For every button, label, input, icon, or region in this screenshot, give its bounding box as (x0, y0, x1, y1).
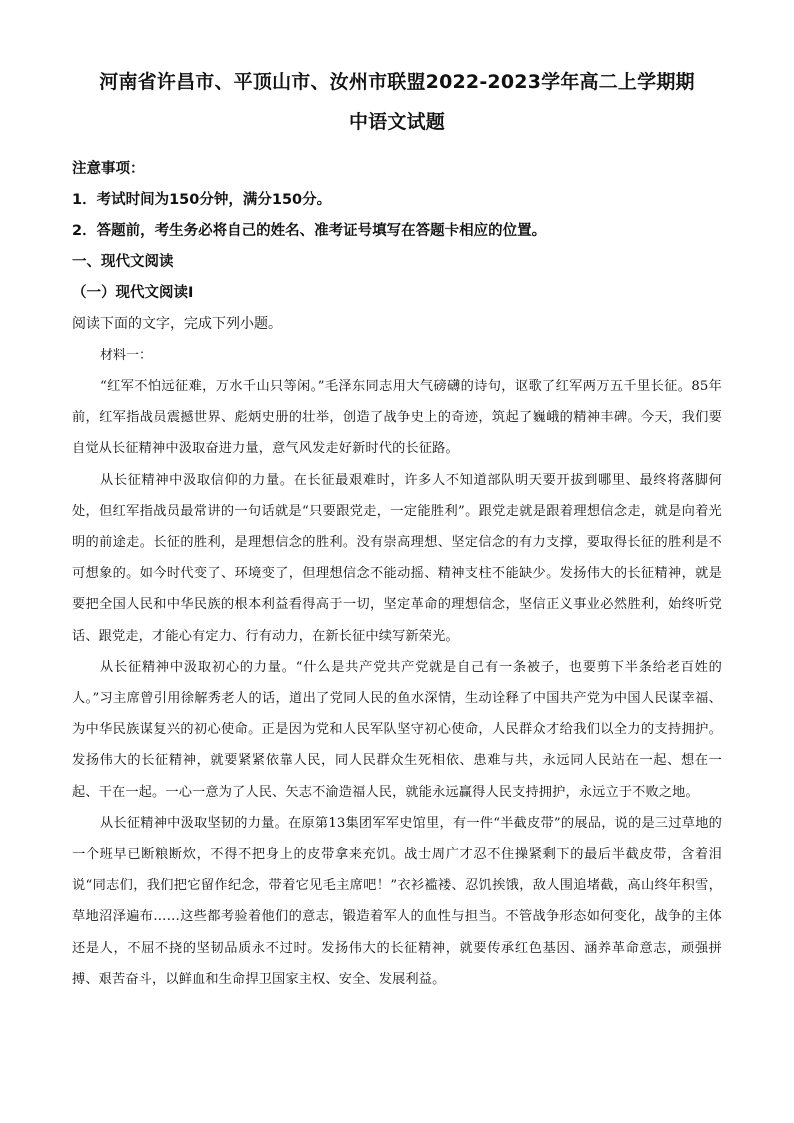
material-paragraph-mission: 从长征精神中汲取初心的力量。“什么是共产党共产党就是自己有一条被子，也要剪下半条给老百姓的人。”习主席曾引用徐解秀老人的话，道出了党同人民的鱼水深情，生动诠释了中国共产党为中国人民谋幸福、为中华民族谋复兴的初心使命。正是因为党和人民军队坚守初心使命，人民群众才给我们以全力的支持拥护。发扬伟大的长征精神，就要紧紧依靠人民，同人民群众生死相依、患难与共，永远同人民站在一起、想在一起、干在一起。一心一意为了人民、矢志不渝造福人民，就能永远赢得人民支持拥护，永远立于不败之地。 (72, 659, 722, 800)
material-label: 材料一： (100, 348, 153, 363)
notice-item-answer-sheet: 2．答题前，考生务必将自己的姓名、准考证号填写在答题卡相应的位置。 (72, 223, 547, 239)
material-paragraph-intro: “红军不怕远征难，万水千山只等闲。”毛泽东同志用大气磅礴的诗句，讴歌了红军两万五千里长征。85年前，红军指战员震撼世界、彪炳史册的壮举，创造了战争史上的奇迹，筑起了巍峨的精神丰碑。今天，我们要自觉从长征精神中汲取奋进力量，意气风发走好新时代的长征路。 (72, 379, 722, 457)
reading-instruction: 阅读下面的文字，完成下列小题。 (72, 316, 282, 332)
reading-section (72, 247, 722, 995)
page-title-line-1: 河南省许昌市、平顶山市、汝州市联盟2022-2023学年高二上学期期 (99, 71, 695, 93)
section-heading: 一、现代文阅读 (72, 254, 174, 270)
notice-item-time: 1．考试时间为150分钟，满分150分。 (72, 192, 332, 208)
notice-block (72, 154, 722, 247)
subsection-heading: （一）现代文阅读Ⅰ (72, 285, 194, 301)
exam-page (72, 62, 722, 995)
material-paragraph-faith: 从长征精神中汲取信仰的力量。在长征最艰难时，许多人不知道部队明天要开拔到哪里、最终将落脚何处，但红军指战员最常讲的一句话就是“只要跟党走，一定能胜利”。跟党走就是跟着理想信念走，就是向着光明的前途走。长征的胜利，是理想信念的胜利。没有崇高理想、坚定信念的有力支撑，要取得长征的胜利是不可想象的。如今时代变了、环境变了，但理想信念不能动摇、精神支柱不能缺少。发扬伟大的长征精神，就是要把全国人民和中华民族的根本利益看得高于一切，坚定革命的理想信念，坚信正义事业必然胜利，始终听党话、跟党走，才能心有定力、行有动力，在新长征中续写新荣光。 (72, 472, 722, 644)
page-title-line-2: 中语文试题 (348, 111, 445, 133)
notice-heading: 注意事项： (72, 161, 145, 177)
material-paragraph-tenacity: 从长征精神中汲取坚韧的力量。在原第13集团军军史馆里，有一件“半截皮带”的展品，说的是三过草地的一个班早已断粮断炊，不得不把身上的皮带拿来充饥。战士周广才忍不住操紧剩下的最后半截皮带，含着泪说“同志们，我们把它留作纪念，带着它见毛主席吧！”衣衫褴褛、忍饥挨饿，敌人围追堵截，高山终年积雪，草地沼泽遍布……这些都考验着他们的意志，锻造着军人的血性与担当。不管战争形态如何变化，战争的主体还是人，不屈不挠的坚韧品质永不过时。发扬伟大的长征精神，就要传承红色基因、涵养革命意志，顽强拼搏、艰苦奋斗，以鲜血和生命捍卫国家主权、安全、发展利益。 (72, 815, 722, 987)
